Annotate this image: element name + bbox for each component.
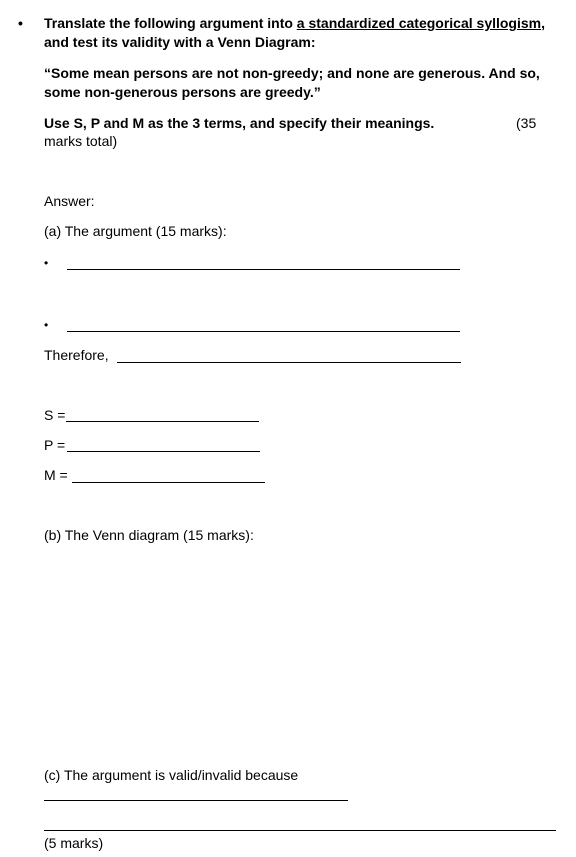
venn-diagram-area[interactable] [44, 550, 544, 760]
p-term-blank[interactable] [67, 451, 260, 452]
therefore-label: Therefore, [44, 347, 109, 363]
question-line-2: and test its validity with a Venn Diagram: [44, 34, 316, 50]
marks-total-a: (35 [516, 115, 537, 131]
part-a-heading: (a) The argument (15 marks): [44, 223, 227, 239]
question-bullet: • [18, 15, 23, 31]
s-term-label: S = [44, 407, 66, 423]
marks-total-b: marks total) [44, 133, 118, 149]
conclusion-blank[interactable] [117, 362, 461, 363]
premise-1-bullet: • [44, 256, 49, 270]
m-term-label: M = [44, 467, 68, 483]
part-c-blank-2[interactable] [44, 830, 556, 831]
question-term-underlined: a standardized categorical syllogism [296, 15, 542, 31]
argument-quote-line-1: “Some mean persons are not non-greedy; and none are generous. And so, [44, 65, 540, 81]
question-line-1-post: , [541, 15, 545, 31]
answer-heading: Answer: [44, 193, 95, 209]
premise-1-blank[interactable] [67, 269, 460, 270]
p-term-label: P = [44, 437, 66, 453]
question-line-1-pre: Translate the following argument into [44, 15, 297, 31]
m-term-blank[interactable] [72, 482, 265, 483]
argument-quote-line-2: some non-generous persons are greedy.” [44, 84, 321, 100]
part-b-heading: (b) The Venn diagram (15 marks): [44, 527, 254, 543]
part-c-marks: (5 marks) [44, 835, 104, 851]
premise-2-blank[interactable] [67, 331, 460, 332]
instruction-text: Use S, P and M as the 3 terms, and specify their meanings. [44, 115, 435, 131]
question-line-1 [44, 14, 545, 33]
part-c-heading: (c) The argument is valid/invalid because [44, 767, 299, 783]
s-term-blank[interactable] [66, 421, 259, 422]
premise-2-bullet: • [44, 318, 49, 332]
part-c-blank-1[interactable] [44, 800, 348, 801]
